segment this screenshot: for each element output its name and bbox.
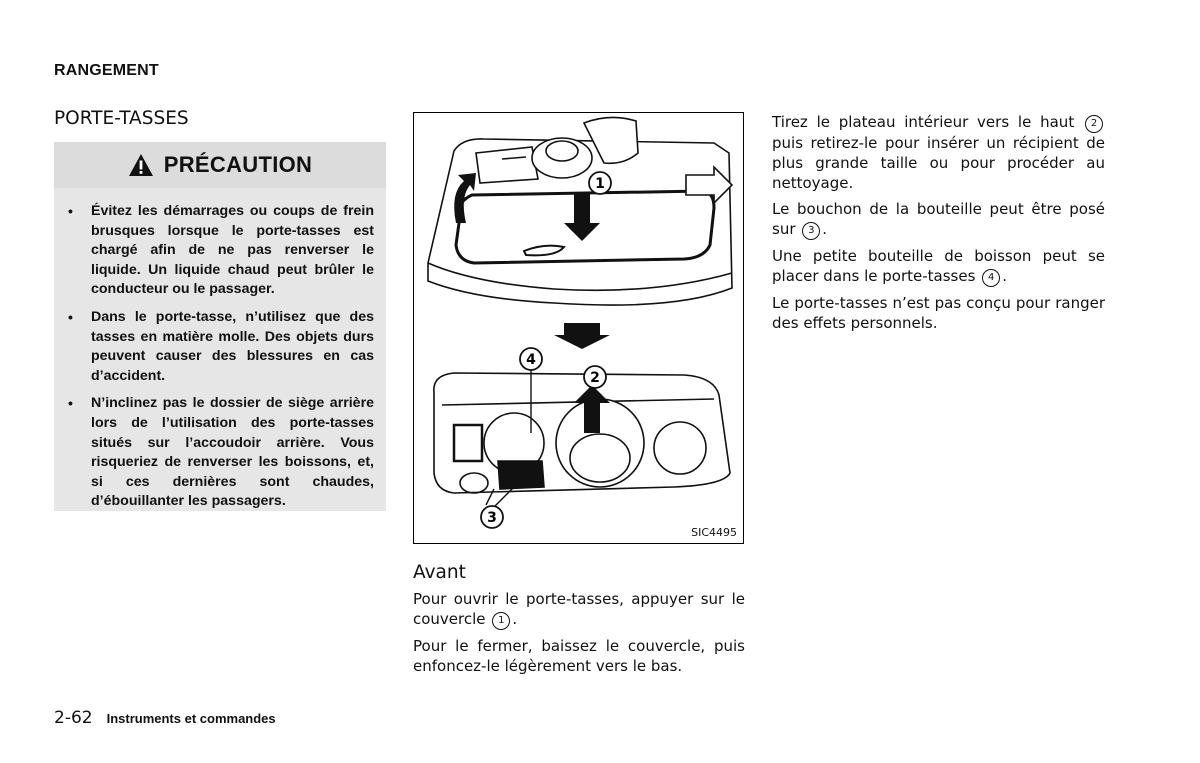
figure-code: SIC4495 [691,526,737,539]
svg-text:4: 4 [526,352,536,368]
callout-ref: 2 [1085,115,1103,133]
section-title: PORTE-TASSES [54,108,189,129]
caution-box [54,142,386,511]
caution-item: • Évitez les démarrages ou coups de frein brusques lorsque le porte-tasses est chargé afin de ne pas renverser le liquide. Un liquide chaud peut brûler le conducteur ou le passager. [68,203,374,298]
paragraph: Le porte-tasses n’est pas conçu pour ranger des effets personnels. [772,294,1105,332]
page-number: 2-62 [54,708,93,728]
section-header: RANGEMENT [54,62,159,79]
callout-ref: 1 [492,612,510,630]
paragraph: Pour ouvrir le porte-tasses, appuyer sur le couvercle 1 . [413,590,745,628]
paragraph: Une petite bouteille de boisson peut se placer dans le porte-tasses 4 . [772,247,1105,285]
svg-text:1: 1 [595,176,605,192]
paragraph: Tirez le plateau intérieur vers le haut 2 puis retirez-le pour insérer un récipient de plus grande taille ou pour procéder au nettoyage. [772,113,1105,192]
caution-header [54,142,386,188]
caution-item-text: Dans le porte-tasse, n’utilisez que des tasses en matière molle. Des objets durs peuvent causer des blessures en cas d’accident. [91,308,374,384]
svg-text:3: 3 [487,510,497,526]
caution-item-text: Évitez les démarrages ou coups de frein brusques lorsque le porte-tasses est chargé afin de ne pas renverser le liquide. Un liquide chaud peut brûler le conducteur ou le passager. [91,203,374,298]
cup-holder-open [434,373,730,493]
avant-title: Avant [413,562,466,583]
caution-list [54,188,386,512]
illustration-drawing [414,113,743,543]
callout-2 [584,366,606,388]
caution-item-text: N’inclinez pas le dossier de siège arrière lors de l’utilisation des porte-tasses situés sur l’accoudoir arrière. Vous risqueriez de renverser les boissons, et, si ces dernières sont chaudes, d’ébouillanter les passagers. [91,395,374,510]
page-footer [54,708,276,728]
svg-text:2: 2 [590,370,600,386]
chapter-title: Instruments et commandes [106,711,276,726]
paragraph: Pour le fermer, baissez le couvercle, puis enfoncez-le légèrement vers le bas. [413,637,745,675]
avant-text [413,589,745,682]
warning-triangle-icon [128,153,154,177]
cup-holder-illustration [413,112,744,544]
paragraph: Le bouchon de la bouteille peut être posé sur 3 . [772,200,1105,238]
caution-item: • Dans le porte-tasse, n’utilisez que des tasses en matière molle. Des objets durs peuvent causer des blessures en cas d’accident. [68,308,374,384]
caution-item: • N’inclinez pas le dossier de siège arrière lors de l’utilisation des porte-tasses situés sur l’accoudoir arrière. Vous risqueriez de renverser les boissons, et, si ces dernières sont chaudes, d’ébouillanter les passagers. [68,395,374,510]
callout-ref: 3 [802,222,820,240]
caution-title: PRÉCAUTION [163,152,313,177]
callout-1 [589,172,611,194]
callout-ref: 4 [982,269,1000,287]
right-column-text [772,112,1105,339]
